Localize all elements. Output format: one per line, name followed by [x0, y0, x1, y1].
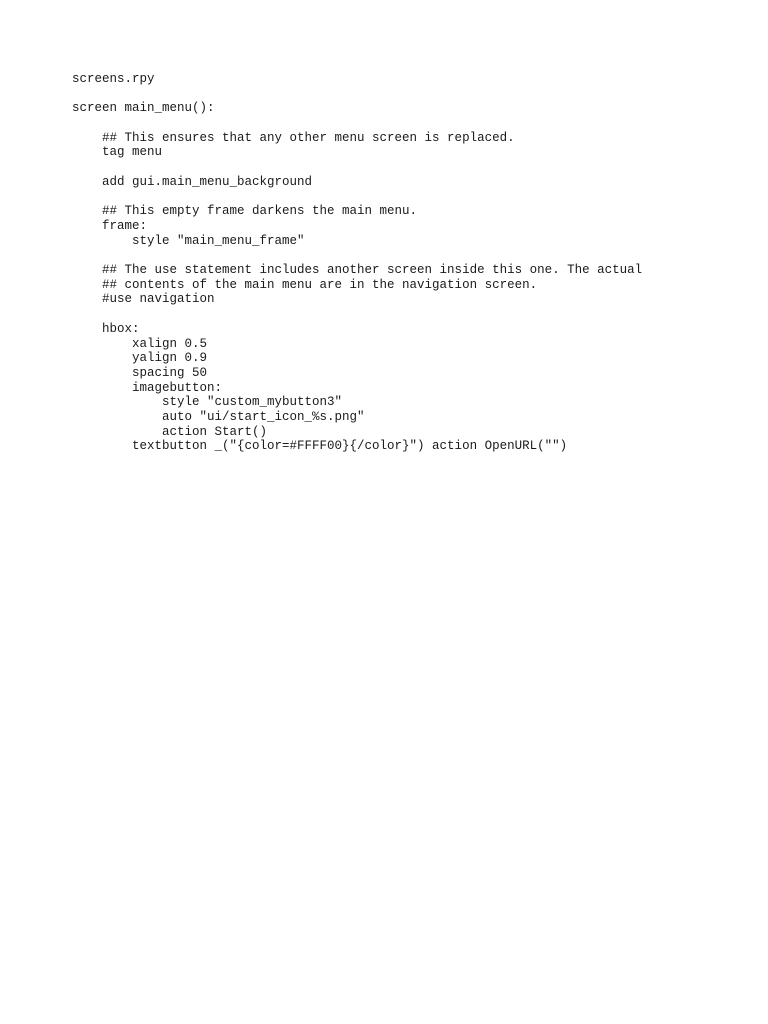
code-line: add gui.main_menu_background: [72, 174, 313, 189]
code-line: ## The use statement includes another screen inside this one. The actual: [72, 263, 643, 278]
code-line: frame:: [72, 218, 148, 233]
code-line: screen main_menu():: [72, 101, 215, 116]
code-line: spacing 50: [72, 365, 208, 380]
code-line: [72, 307, 642, 322]
code-line: hbox:: [72, 321, 140, 336]
code-line: action Start(): [72, 424, 268, 439]
code-line: style "main_menu_frame": [72, 233, 305, 248]
code-line: [72, 116, 642, 131]
code-line: yalign 0.9: [72, 351, 208, 366]
code-line: textbutton _("{color=#FFFF00}{/color}") action OpenURL(""): [72, 439, 568, 454]
code-line: auto "ui/start_icon_%s.png": [72, 410, 365, 425]
code-line: tag menu: [72, 145, 163, 160]
code-line: style "custom_mybutton3": [72, 395, 343, 410]
code-line: [72, 190, 642, 205]
code-line: [72, 248, 642, 263]
code-line: [72, 160, 642, 175]
code-line: xalign 0.5: [72, 336, 208, 351]
code-line: [72, 87, 642, 102]
code-line: #use navigation: [72, 292, 215, 307]
code-line: imagebutton:: [72, 380, 223, 395]
code-line: ## This empty frame darkens the main menu.: [72, 204, 418, 219]
code-line: ## contents of the main menu are in the navigation screen.: [72, 277, 538, 292]
code-line: ## This ensures that any other menu screen is replaced.: [72, 130, 515, 145]
file-name: screens.rpy: [72, 72, 155, 86]
code-listing: [72, 72, 642, 454]
